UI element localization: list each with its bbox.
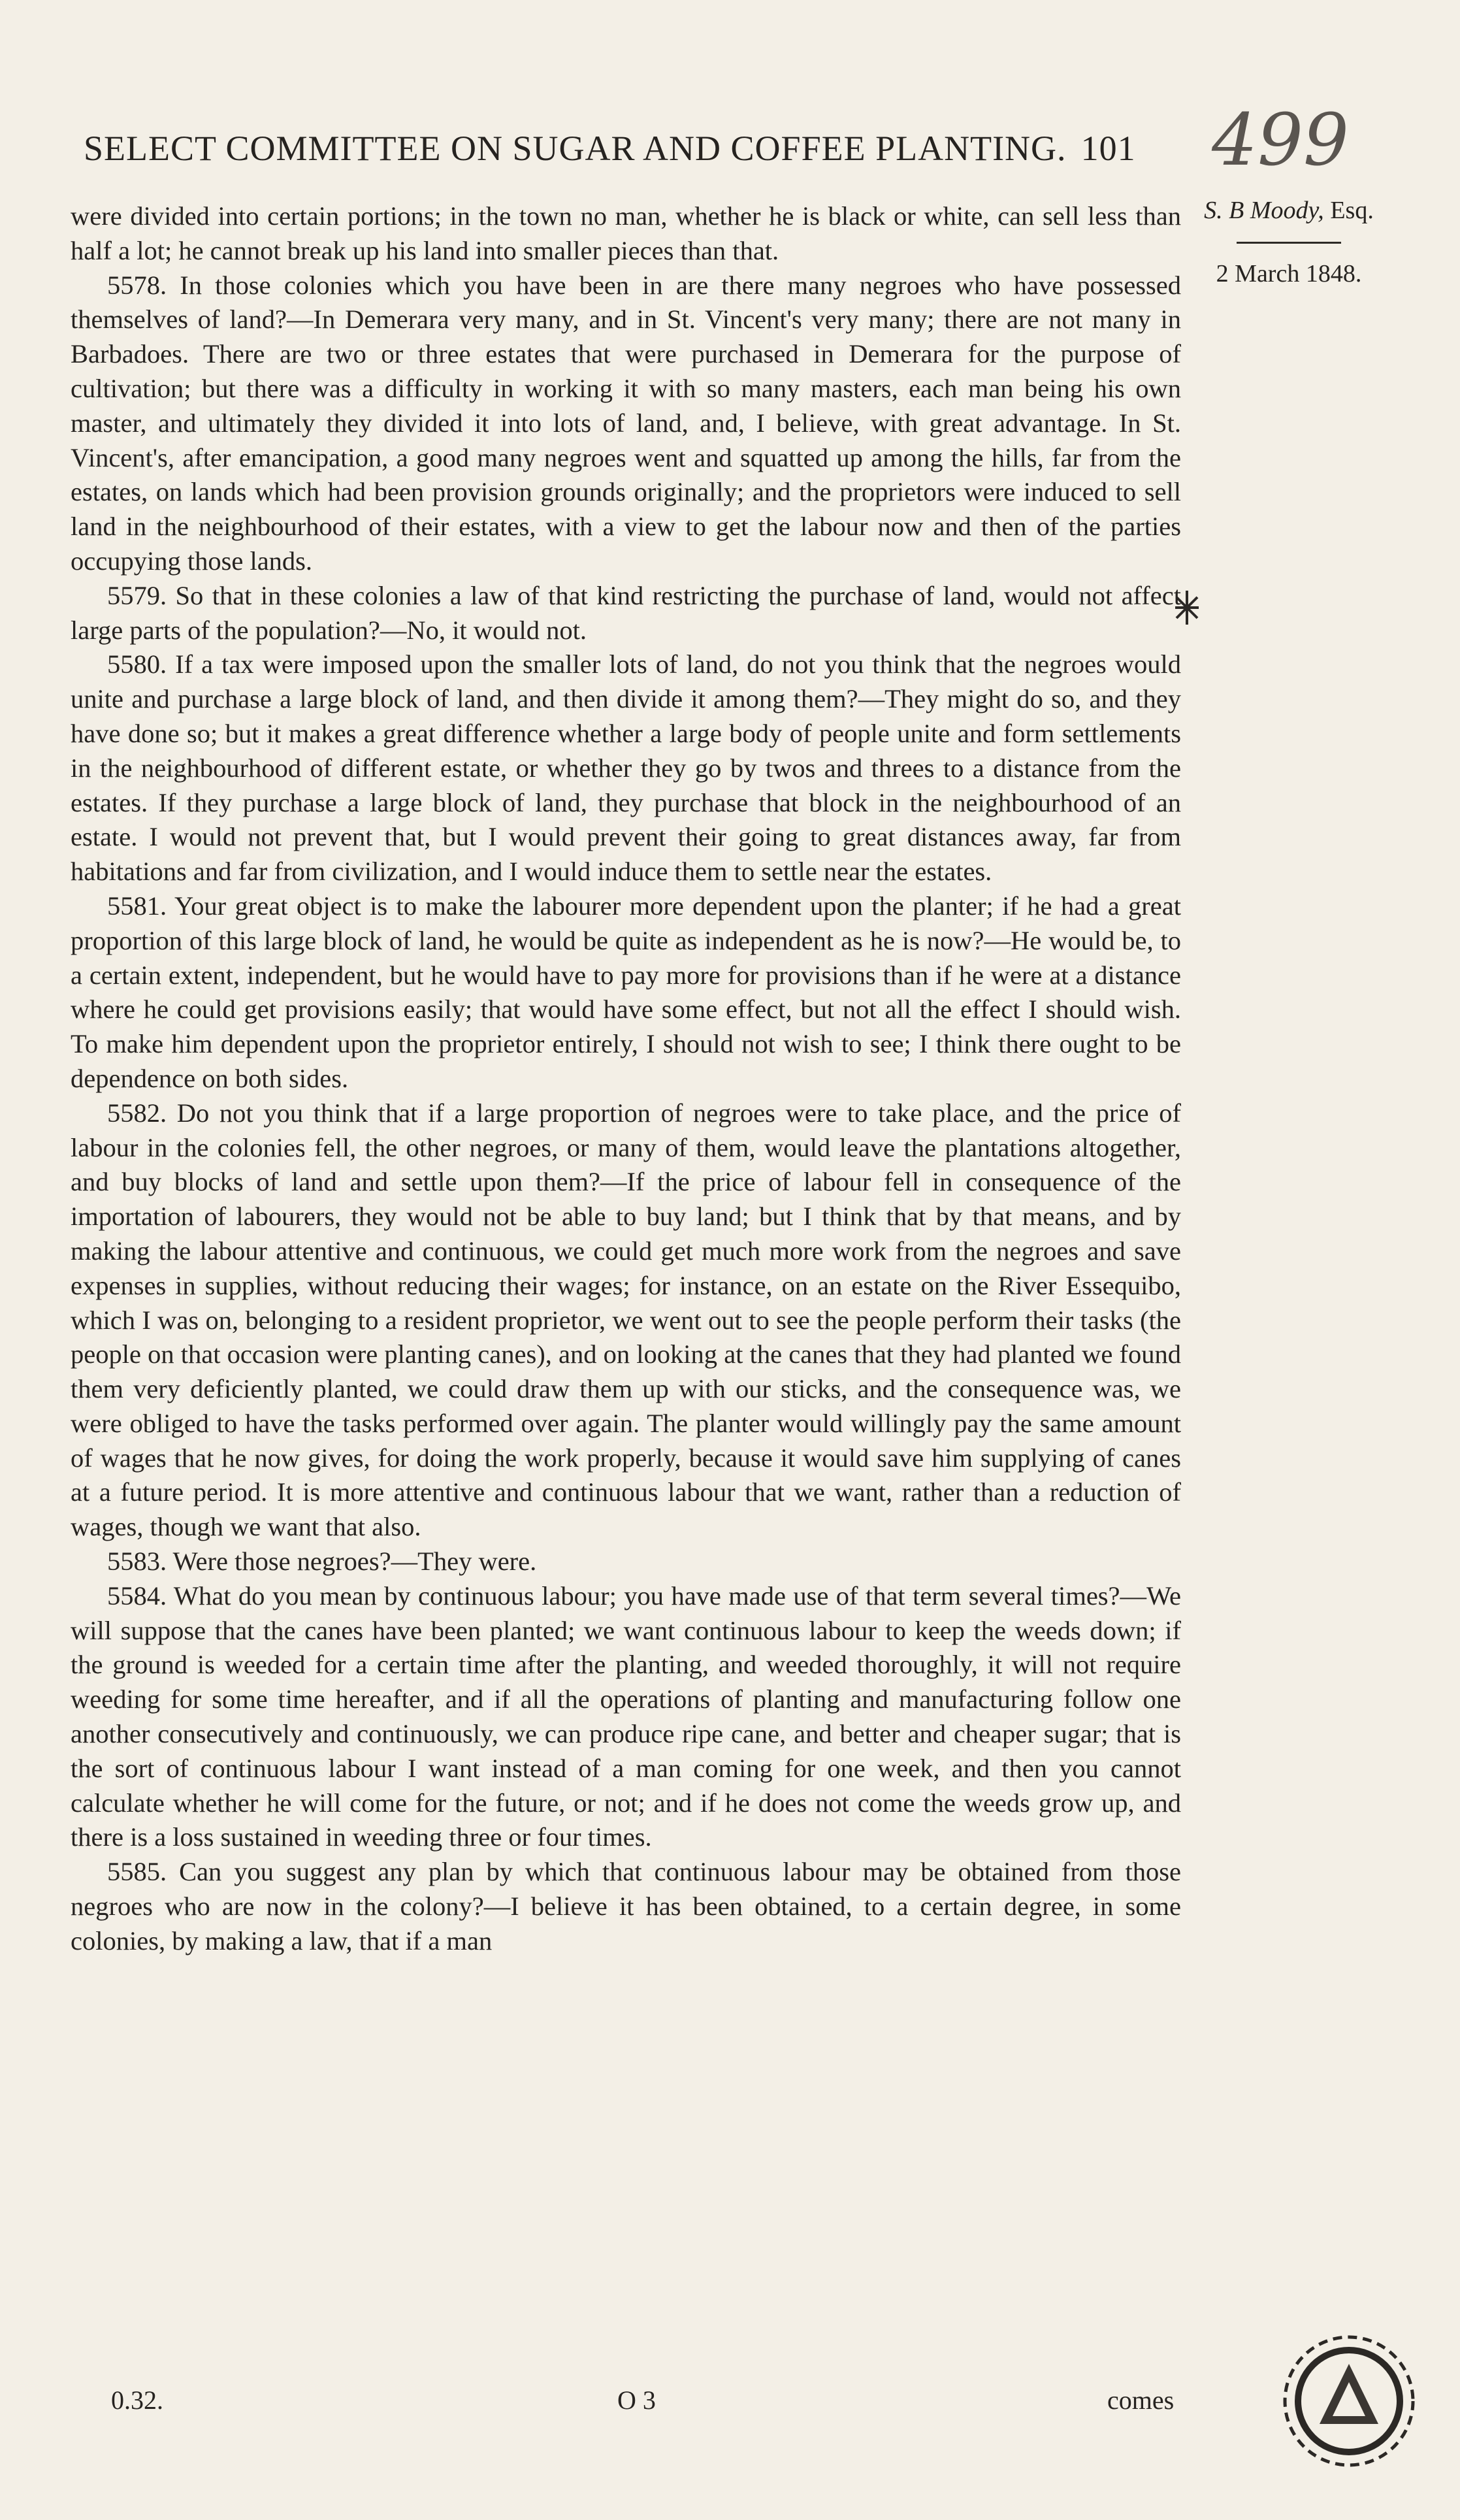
paragraph: 5579. So that in these colonies a law of that kind restricting the purchase of land, would not affect large parts of the population?—No, it would not. [71, 580, 1181, 645]
sidenote-date: 2 March 1848. [1216, 260, 1362, 287]
footer-signature-mark: 0.32. [111, 2385, 163, 2415]
sidenote-divider [1237, 242, 1341, 244]
paragraph: 5578. In those colonies which you have been in are there many negroes who have possessed themselves of land?—In Demerara very many, and in St. Vincent's very many; there are not many in Barbadoes. There are two or three estates that were purchased in Demerara for the purpose of cultivation; but there was a difficulty in working it with so many masters, each man being his own master, and ultimately they divided it into lots of land, and, I believe, with great advantage. In St. Vincent's, after emancipation, a good many negroes went and squatted up among the hills, far from the estates, on lands which had been provision grounds originally; and the proprietors were induced to sell land in the neighbourhood of their estates, with a view to get the labour now and then of the parties occupying those lands. [71, 270, 1181, 576]
paragraph: 5582. Do not you think that if a large proportion of negroes were to take place, and the price of labour in the colonies fell, the other negroes, or many of them, would leave the plantations altogether, and buy blocks of land and settle upon them?—If the price of labour fell in consequence of the importation of labourers, they would not be able to buy land; but I think that by that means, and by making the labour attentive and continuous, we could get much more work from the negroes and save expenses in supplies, without reducing their wages; for instance, on an estate on the River Essequibo, which I was on, belonging to a resident proprietor, we went out to see the people perform their tasks (the people on that occasion were planting canes), and on looking at the canes that they had planted we found them very deficiently planted, we could draw them up with our sticks, and the consequence was, we were obliged to have the tasks performed over again. The planter would willingly pay the same amount of wages that he now gives, for doing the work properly, because it would save him supplying of canes at a future period. It is more attentive and continuous labour that we want, rather than a reduction of wages, though we want that also. [71, 1098, 1181, 1542]
page-number: 101 [1080, 129, 1136, 168]
paragraph: 5584. What do you mean by continuous labour; you have made use of that term several times?—We will suppose that the canes have been planted; we want continuous labour to keep the weeds down; if the ground is weeded for a certain time after the planting, and weeded thoroughly, it will not require weeding for some time hereafter, and if all the operations of planting and manufacturing follow one another consecutively and continuously, we can produce ripe cane, and better and cheaper sugar; that is the sort of continuous labour I want instead of a man coming for one week, and then you cannot calculate whether he will come for the future, or not; and if he does not come the weeds grow up, and there is a loss sustained in weeding three or four times. [71, 1580, 1181, 1852]
footer-gathering-mark: O 3 [617, 2385, 656, 2415]
document-body [71, 199, 1181, 1959]
footer-catchword: comes [1107, 2385, 1175, 2415]
margin-sidenote [1181, 196, 1397, 288]
header-title: SELECT COMMITTEE ON SUGAR AND COFFEE PLANTING. [84, 129, 1067, 168]
paragraph: were divided into certain portions; in the town no man, whether he is black or white, can sell less than half a lot; he cannot break up his land into smaller pieces than that. [71, 201, 1181, 265]
paragraph: 5583. Were those negroes?—They were. [107, 1546, 537, 1577]
witness-name [1181, 196, 1397, 225]
paragraph: 5580. If a tax were imposed upon the smaller lots of land, do not you think that the negroes would unite and purchase a large block of land, and then divide it among them?—They might do so, and they have done so; but it makes a great difference whether a large body of people unite and form settlements in the neighbourhood of different estate, or whether they go by twos and threes to a distance from the estates. If they purchase a large block of land, they purchase that block in the neighbourhood of an estate. I would not prevent that, but I would prevent their going to great distances away, far from habitations and far from civilization, and I would induce them to settle near the estates. [71, 649, 1181, 887]
paragraph: 5581. Your great object is to make the labourer more dependent upon the planter; if he had a great proportion of this large block of land, he would be quite as independent as he is now?—He would be, to a certain extent, independent, but he would have to pay more for provisions than if he were at a distance where he could get provisions easily; that would have some effect, but not all the effect I should wish. To make him dependent upon the proprietor entirely, I should not wish to see; I think there ought to be dependence on both sides. [71, 891, 1181, 1093]
handwritten-folio-number: 499 [1212, 98, 1349, 182]
running-header [84, 128, 1168, 169]
library-stamp-icon [1274, 2326, 1424, 2476]
witness-name-text: S. B Moody, [1204, 197, 1324, 224]
paragraph: 5585. Can you suggest any plan by which that continuous labour may be obtained from those negroes who are now in the colony?—I believe it has been obtained, to a certain degree, in some colonies, by making a law, that if a man [71, 1857, 1181, 1955]
witness-suffix: Esq. [1330, 197, 1374, 224]
